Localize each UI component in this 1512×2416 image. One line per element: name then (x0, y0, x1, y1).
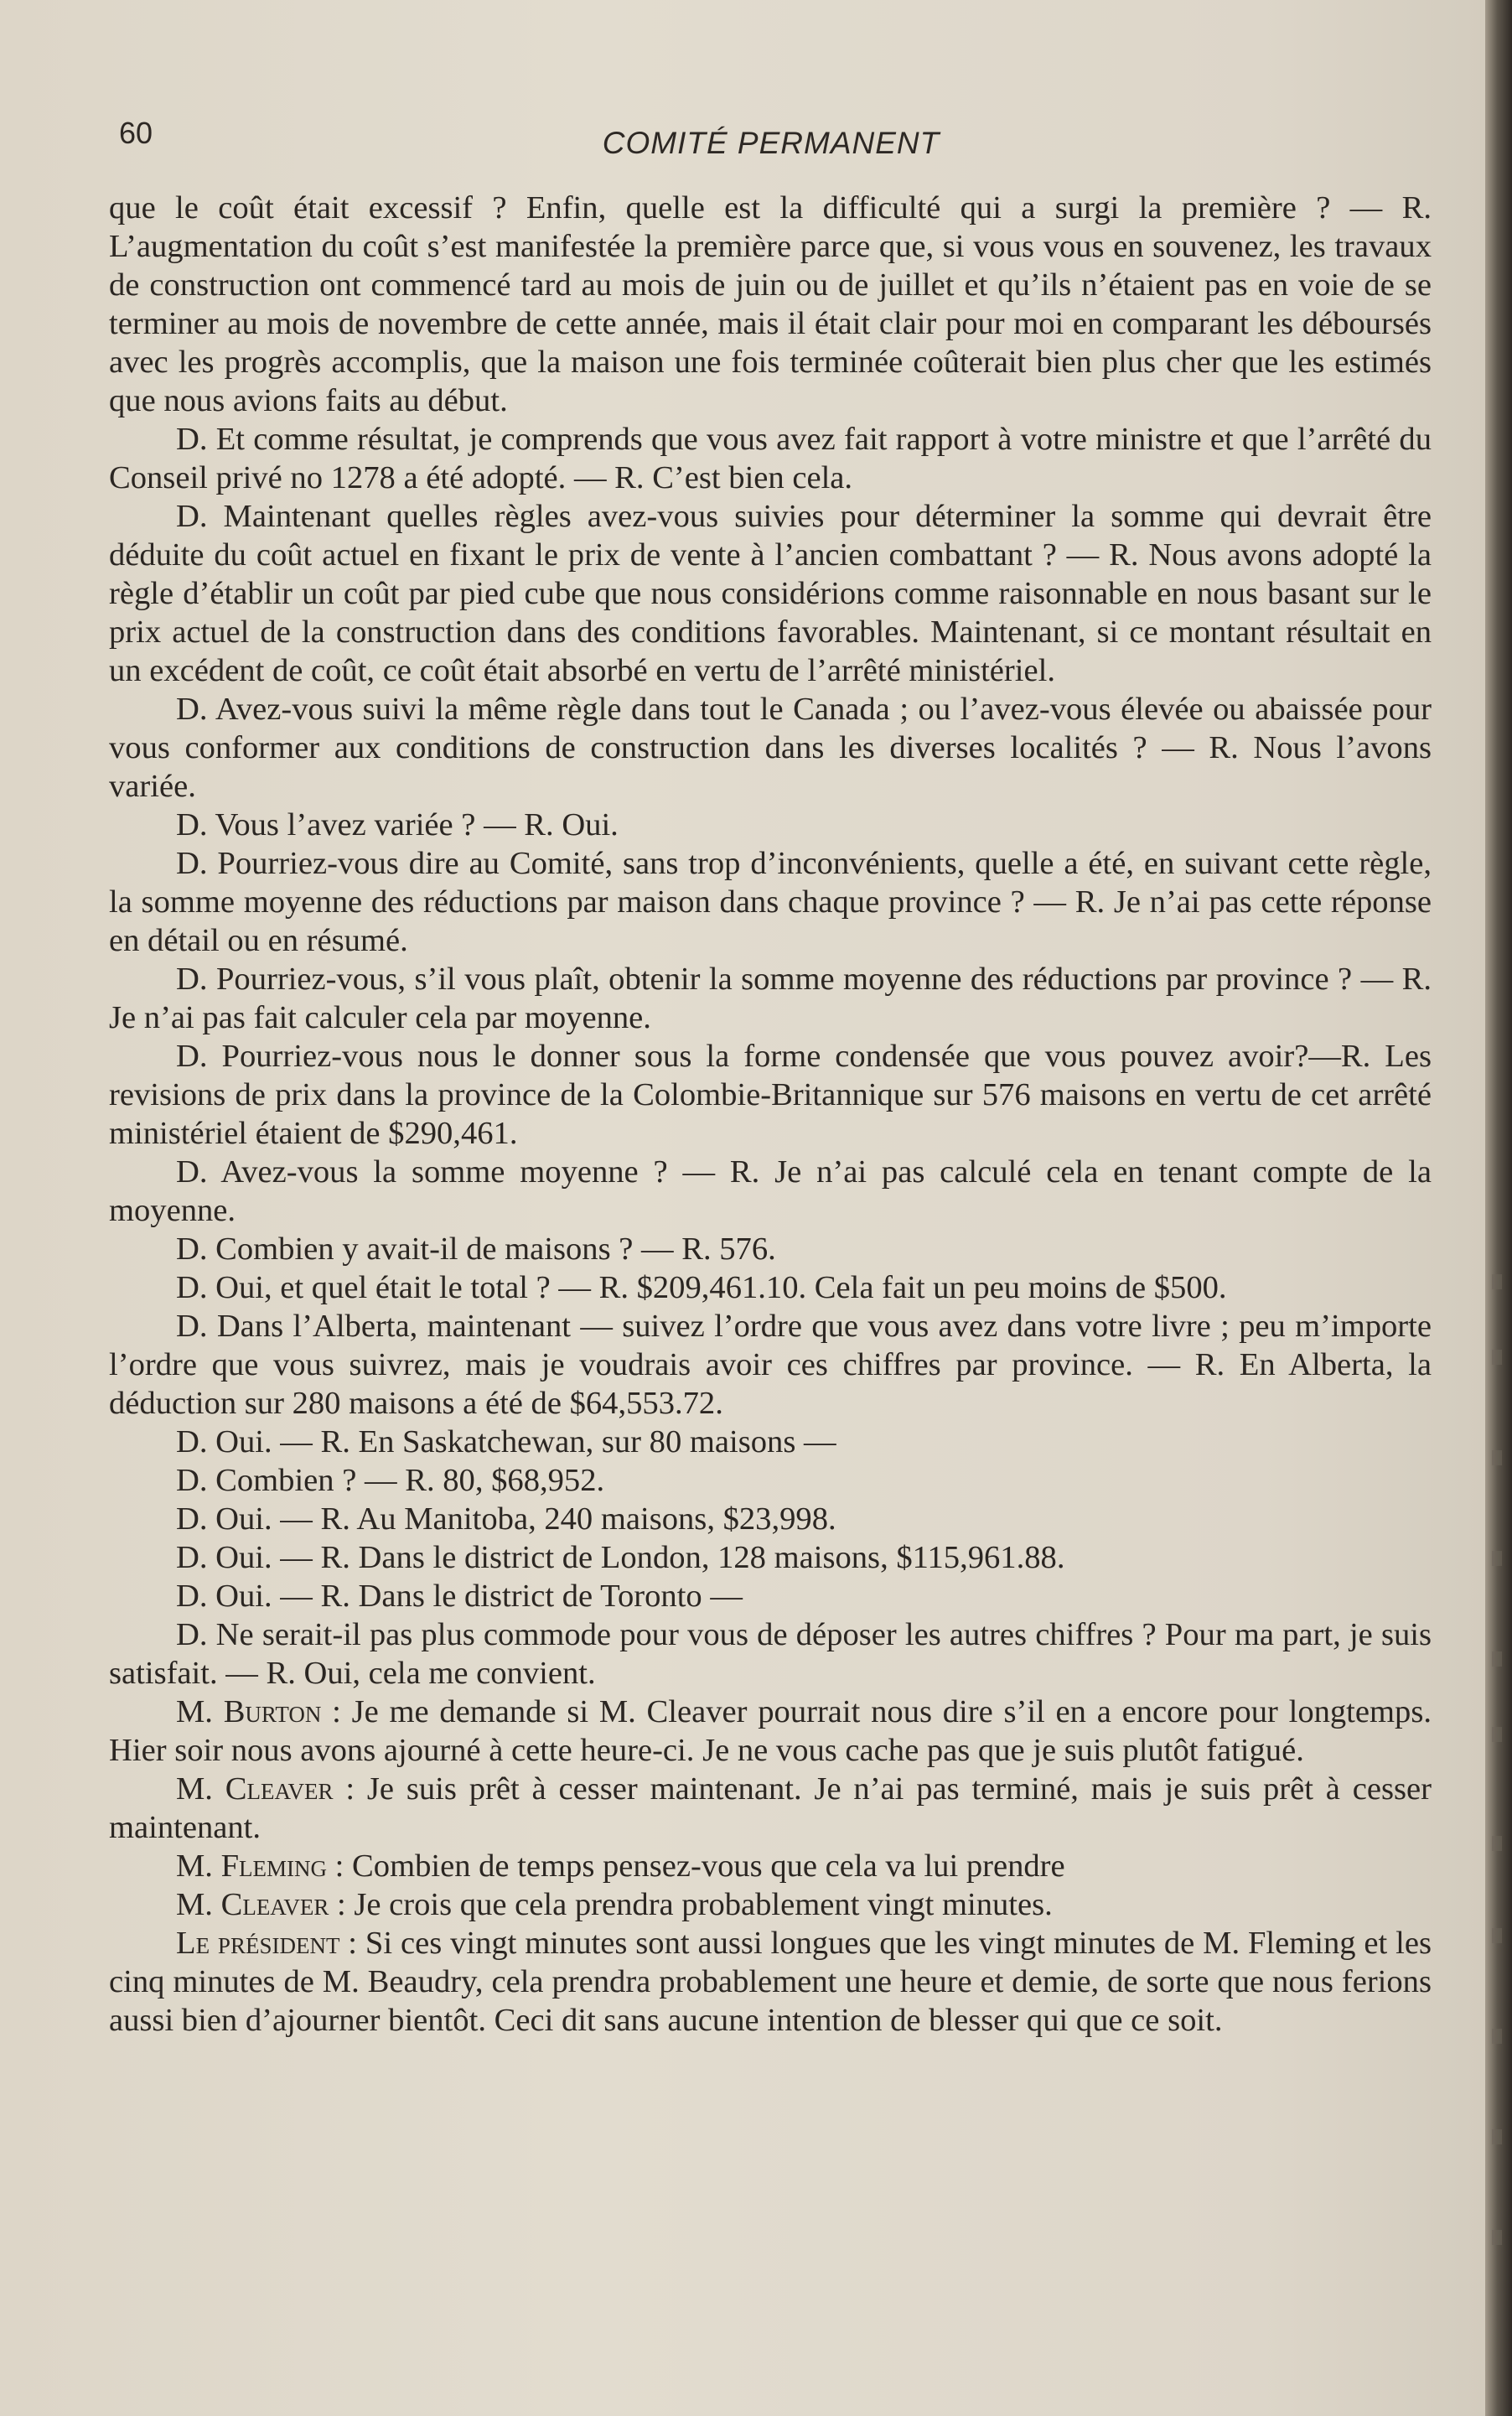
speech (109, 1693, 1432, 1770)
speaker-name: Le président : (176, 1926, 358, 1961)
body-text (109, 189, 1432, 2040)
paragraph: D. Oui. — R. Au Manitoba, 240 maisons, $23,998. (176, 1501, 836, 1537)
paragraph: D. Oui, et quel était le total ? — R. $209,461.10. Cela fait un peu moins de $500. (176, 1270, 1227, 1305)
speech-text: Combien de temps pensez-vous que cela va lui prendre (352, 1848, 1065, 1884)
speaker-name: M. Burton : (176, 1694, 341, 1729)
speech (109, 1885, 1432, 1924)
paragraph: D. Et comme résultat, je comprends que vous avez fait rapport à votre ministre et que l’arrêté du Conseil privé no 1278 a été adopté. — R. C’est bien cela. (109, 422, 1432, 495)
paragraph: D. Pourriez-vous nous le donner sous la forme condensée que vous pouvez avoir?—R. Les revisions de prix dans la province de la Colombie-Britannique sur 576 maisons en vertu de cet arrêté ministériel étaient de $290,461. (109, 1039, 1432, 1151)
paragraph: D. Combien ? — R. 80, $68,952. (176, 1463, 605, 1498)
speaker-name: M. Cleaver : (176, 1887, 346, 1922)
speech (109, 1847, 1432, 1885)
adjacent-page-edge (1490, 1257, 1509, 2347)
paragraph: D. Combien y avait-il de maisons ? — R. 576. (176, 1231, 776, 1267)
speech (109, 1924, 1432, 2040)
paragraph: D. Avez-vous suivi la même règle dans tout le Canada ; ou l’avez-vous élevée ou abaissée pour vous conformer aux conditions de construction dans les diverses localités ? — R. Nous l’avons variée. (109, 692, 1432, 804)
paragraph: D. Dans l’Alberta, maintenant — suivez l’ordre que vous avez dans votre livre ; peu m’importe l’ordre que vous suivrez, mais je voudrais avoir ces chiffres par province. — R. En Alberta, la déduction sur 280 maisons a été de $64,553.72. (109, 1309, 1432, 1421)
speech (109, 1770, 1432, 1847)
paragraph: D. Pourriez-vous dire au Comité, sans trop d’inconvénients, quelle a été, en suivant cette règle, la somme moyenne des réductions par maison dans chaque province ? — R. Je n’ai pas cette réponse en détail ou en résumé. (109, 846, 1432, 958)
paragraph: D. Vous l’avez variée ? — R. Oui. (176, 807, 619, 842)
speech-text: Je me demande si M. Cleaver pourrait nous dire s’il en a encore pour longtemps. Hier soir nous avons ajourné à cette heure-ci. Je ne vous cache pas que je suis plutôt fatigué. (109, 1694, 1432, 1768)
paragraph: D. Oui. — R. Dans le district de Toronto — (176, 1579, 743, 1614)
paragraph: D. Oui. — R. Dans le district de London, 128 maisons, $115,961.88. (176, 1540, 1065, 1575)
speaker-name: M. Fleming : (176, 1848, 344, 1884)
speaker-name: M. Cleaver : (176, 1771, 355, 1807)
paragraph: D. Pourriez-vous, s’il vous plaît, obtenir la somme moyenne des réductions par province ? — R. Je n’ai pas fait calculer cela par moyenne. (109, 962, 1432, 1035)
running-head: COMITÉ PERMANENT (602, 126, 940, 160)
paragraph: D. Maintenant quelles règles avez-vous suivies pour déterminer la somme qui devrait être déduite du coût actuel en fixant le prix de vente à l’ancien combattant ? — R. Nous avons adopté la règle d’établir un coût par pied cube que nous considérions comme raisonnable en nous basant sur le prix actuel de la construction dans des conditions favorables. Maintenant, si ce montant résultait en un excédent de coût, ce coût était absorbé en vertu de l’arrêté ministériel. (109, 499, 1432, 688)
speech-text: Je suis prêt à cesser maintenant. Je n’ai pas terminé, mais je suis prêt à cesser maintenant. (109, 1771, 1432, 1845)
paragraph: D. Avez-vous la somme moyenne ? — R. Je n’ai pas calculé cela en tenant compte de la moyenne. (109, 1154, 1432, 1228)
speech-text: Si ces vingt minutes sont aussi longues que les vingt minutes de M. Fleming et les cinq minutes de M. Beaudry, cela prendra probablement une heure et demie, de sorte que nous ferions aussi bien d’ajourner bientôt. Ceci dit sans aucune intention de blesser qui que ce soit. (109, 1926, 1432, 2038)
paragraph: D. Ne serait-il pas plus commode pour vous de déposer les autres chiffres ? Pour ma part, je suis satisfait. — R. Oui, cela me convient. (109, 1617, 1432, 1691)
paragraph: D. Oui. — R. En Saskatchewan, sur 80 maisons — (176, 1424, 836, 1459)
speech-text: Je crois que cela prendra probablement vingt minutes. (354, 1887, 1053, 1922)
page-number: 60 (119, 116, 153, 150)
paragraph: que le coût était excessif ? Enfin, quelle est la difficulté qui a surgi la première ? — R. L’augmentation du coût s’est manifestée la première parce que, si vous vous en souvenez, les travaux de construction ont commencé tard au mois de juin ou de juillet et qu’ils n’étaient pas en voie de se terminer au mois de novembre de cette année, mais il était clair pour moi en comparant les déboursés avec les progrès accomplis, que la maison une fois terminée coûterait bien plus cher que les estimés que nous avions faits au début. (109, 190, 1432, 418)
